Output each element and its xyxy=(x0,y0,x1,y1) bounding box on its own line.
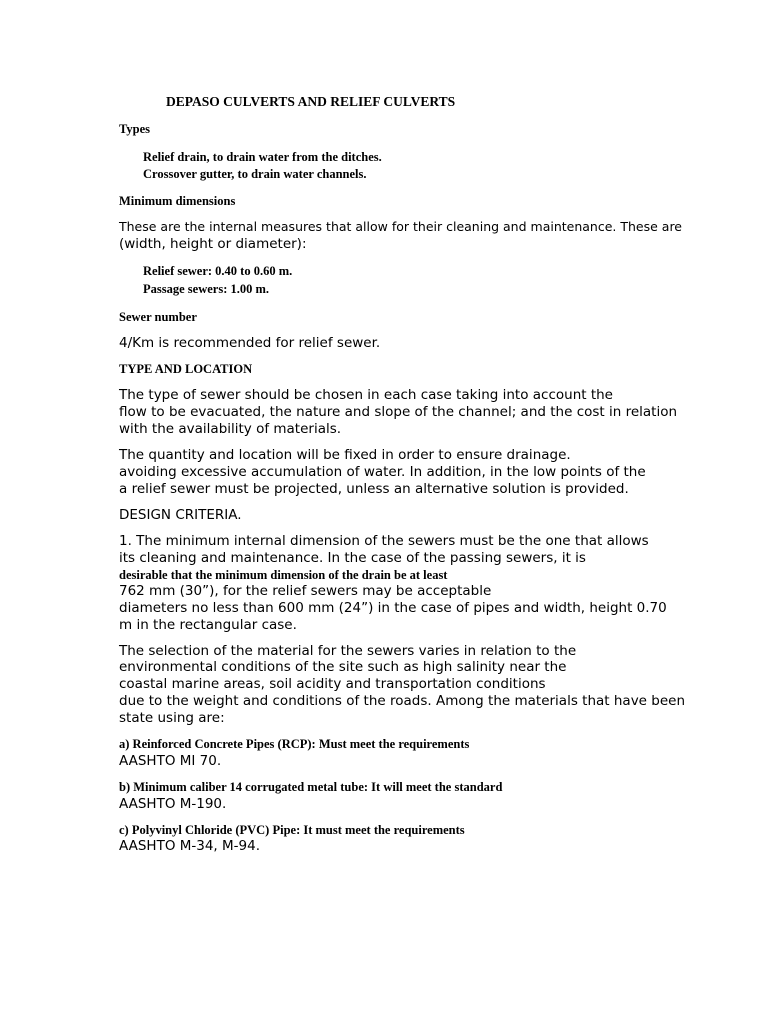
paragraph-line: 762 mm (30”), for the relief sewers may be acceptable xyxy=(119,583,492,599)
minimum-dimensions-text: (width, height or diameter): xyxy=(119,236,307,252)
material-requirement: c) Polyvinyl Chloride (PVC) Pipe: It must meet the requirements xyxy=(119,823,465,837)
paragraph-line: avoiding excessive accumulation of water. In addition, in the low points of the xyxy=(119,464,646,480)
paragraph-line: due to the weight and conditions of the roads. Among the materials that have been xyxy=(119,693,686,709)
paragraph-line-bold: desirable that the minimum dimension of the drain be at least xyxy=(119,568,448,582)
types-item: Crossover gutter, to drain water channels. xyxy=(143,167,367,181)
paragraph-line: The selection of the material for the sewers varies in relation to the xyxy=(119,643,577,659)
minimum-dimensions-heading: Minimum dimensions xyxy=(119,194,236,208)
minimum-dimensions-text: These are the internal measures that allow for their cleaning and maintenance. These are xyxy=(119,219,682,234)
sewer-number-text: 4/Km is recommended for relief sewer. xyxy=(119,335,381,351)
paragraph-line: m in the rectangular case. xyxy=(119,617,297,633)
material-standard: AASHTO M-34, M-94. xyxy=(119,838,260,854)
paragraph-line: The type of sewer should be chosen in each case taking into account the xyxy=(119,387,613,403)
paragraph-line: coastal marine areas, soil acidity and transportation conditions xyxy=(119,676,546,692)
paragraph-line: The quantity and location will be fixed in order to ensure drainage. xyxy=(119,447,571,463)
paragraph-line: a relief sewer must be projected, unless an alternative solution is provided. xyxy=(119,481,629,497)
design-criteria-heading: DESIGN CRITERIA. xyxy=(119,507,242,523)
paragraph-line: flow to be evacuated, the nature and slope of the channel; and the cost in relation xyxy=(119,404,678,420)
paragraph-line: its cleaning and maintenance. In the case of the passing sewers, it is xyxy=(119,550,586,566)
type-location-heading: TYPE AND LOCATION xyxy=(119,362,253,376)
paragraph-line: 1. The minimum internal dimension of the sewers must be the one that allows xyxy=(119,533,649,549)
material-standard: AASHTO M-190. xyxy=(119,796,227,812)
sewer-number-heading: Sewer number xyxy=(119,310,197,324)
material-requirement: a) Reinforced Concrete Pipes (RCP): Must meet the requirements xyxy=(119,737,470,751)
paragraph-line: diameters no less than 600 mm (24”) in the case of pipes and width, height 0.70 xyxy=(119,600,667,616)
paragraph-line: state using are: xyxy=(119,710,225,726)
paragraph-line: environmental conditions of the site such as high salinity near the xyxy=(119,659,567,675)
types-item: Relief drain, to drain water from the ditches. xyxy=(143,150,382,164)
document-title: DEPASO CULVERTS AND RELIEF CULVERTS xyxy=(166,94,456,109)
paragraph-line: with the availability of materials. xyxy=(119,421,342,437)
minimum-dimensions-item: Relief sewer: 0.40 to 0.60 m. xyxy=(143,264,293,278)
types-heading: Types xyxy=(119,122,151,136)
material-requirement: b) Minimum caliber 14 corrugated metal tube: It will meet the standard xyxy=(119,780,503,794)
material-standard: AASHTO MI 70. xyxy=(119,753,222,769)
minimum-dimensions-item: Passage sewers: 1.00 m. xyxy=(143,282,270,296)
